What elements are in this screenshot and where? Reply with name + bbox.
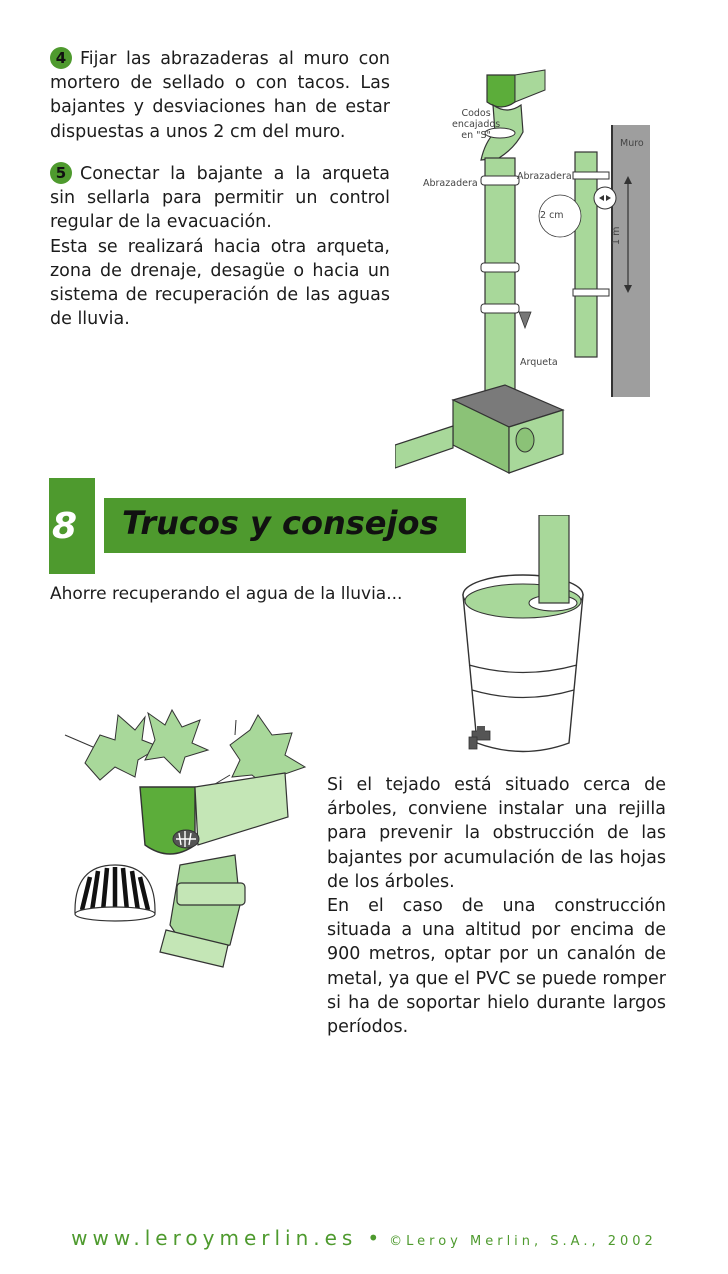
step-5-badge: 5 xyxy=(50,162,72,184)
section-title-block xyxy=(104,498,466,553)
downpipe-installation-diagram xyxy=(395,60,660,480)
abrazadera-right-label: Abrazadera xyxy=(517,171,572,182)
tip-1: Si el tejado está situado cerca de árboles, conviene instalar una rejilla para prevenir la obstrucción de las bajantes por acumulación de las hojas de los árboles. xyxy=(327,775,666,892)
muro-label: Muro xyxy=(620,138,644,149)
rain-barrel-illustration xyxy=(455,515,590,760)
arqueta-label: Arqueta xyxy=(520,357,558,368)
codos-label: Codos encajados en "S" xyxy=(452,108,501,141)
footer-copyright: ©Leroy Merlin, S.A., 2002 xyxy=(389,1234,657,1249)
wall-pipe xyxy=(575,152,597,357)
leaf-icon xyxy=(85,715,160,780)
step-5-text-2: Esta se realizará hacia otra arqueta, zona de drenaje, desagüe o hacia un sistema de recuperación de las aguas de lluvia. xyxy=(50,236,390,330)
abrazadera-left-label: Abrazadera xyxy=(423,178,478,189)
footer xyxy=(0,1226,728,1250)
distance-label: 2 cm xyxy=(540,210,564,221)
section-number: 8 xyxy=(52,506,78,547)
step-5-paragraph xyxy=(50,162,390,331)
leaf-icon xyxy=(145,710,208,773)
downpipe xyxy=(485,158,515,393)
section-number-block xyxy=(49,478,95,574)
dome-grille-icon xyxy=(75,865,155,921)
barrel-pipe xyxy=(539,515,569,603)
wall xyxy=(612,125,650,397)
step-4-badge: 4 xyxy=(50,47,72,69)
step-4-paragraph xyxy=(50,47,390,144)
section-title: Trucos y consejos xyxy=(122,504,439,542)
tip-2: En el caso de una construcción situada a una altitud por encima de 900 metros, optar por un canalón de metal, ya que el PVC se puede romper si ha de soportar hielo durante largos períodos. xyxy=(327,896,666,1038)
drain-pipe xyxy=(395,426,453,468)
leaf-guard-illustration xyxy=(60,705,315,975)
step-5-text: Conectar la bajante a la arqueta sin sellarla para permitir un control regular de la evacuación. xyxy=(50,164,390,233)
footer-url: www.leroymerlin.es xyxy=(71,1226,358,1250)
step-4-text: Fijar las abrazaderas al muro con mortero de sellado o con tacos. Las bajantes y desviaciones han de estar dispuestas a unos 2 cm del muro. xyxy=(50,49,390,142)
footer-separator: • xyxy=(367,1226,380,1250)
height-label: 1 m xyxy=(611,226,622,245)
section-intro: Ahorre recuperando el agua de la lluvia... xyxy=(50,584,403,604)
tips-paragraph xyxy=(327,773,666,1039)
